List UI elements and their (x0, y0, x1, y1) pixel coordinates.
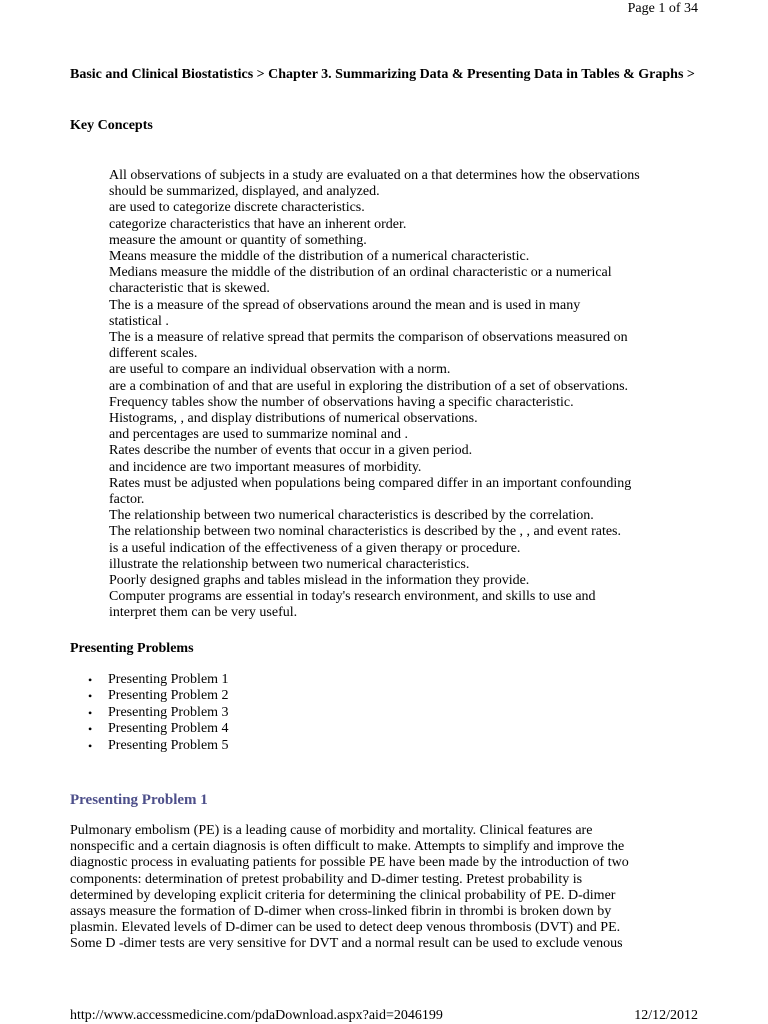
paragraph-line: Some D -dimer tests are very sensitive for DVT and a normal result can be used to exclude venous (70, 936, 623, 952)
footer-url: http://www.accessmedicine.com/pdaDownload.aspx?aid=2046199 (70, 1008, 443, 1023)
concept-line: are a combination of and that are useful in exploring the distribution of a set of observations. (109, 378, 629, 394)
presenting-problems-list (70, 672, 229, 754)
concept-line: interpret them can be very useful. (109, 605, 298, 621)
presenting-problem-1-text (70, 823, 696, 953)
concept-line: Rates must be adjusted when populations being compared differ in an important confounding (109, 475, 632, 491)
concept-line: characteristic that is skewed. (109, 281, 270, 297)
bullet-icon: • (88, 738, 93, 753)
concept-line: The relationship between two numerical characteristics is described by the correlation. (109, 508, 594, 524)
concept-line: Histograms, , and display distributions of numerical observations. (109, 411, 478, 427)
concept-line: and percentages are used to summarize nominal and . (109, 427, 408, 443)
concept-line: are useful to compare an individual observation with a norm. (109, 362, 451, 378)
breadcrumb: Basic and Clinical Biostatistics > Chapter 3. Summarizing Data & Presenting Data in Tables & Graphs > (70, 67, 695, 82)
bullet-icon: • (88, 705, 93, 720)
list-item[interactable] (70, 705, 229, 721)
key-concepts-list (109, 168, 709, 622)
concept-line: factor. (109, 492, 145, 508)
concept-line: categorize characteristics that have an inherent order. (109, 216, 407, 232)
concept-line: Means measure the middle of the distribution of a numerical characteristic. (109, 249, 530, 265)
paragraph-line: Pulmonary embolism (PE) is a leading cause of morbidity and mortality. Clinical features are (70, 823, 593, 838)
problem-link[interactable]: Presenting Problem 2 (108, 688, 229, 704)
list-item[interactable] (70, 738, 229, 754)
list-item[interactable] (70, 721, 229, 737)
concept-line: The relationship between two nominal characteristics is described by the , , and event rates. (109, 524, 621, 540)
concept-line: measure the amount or quantity of something. (109, 232, 367, 248)
problem-link[interactable]: Presenting Problem 3 (108, 704, 229, 720)
concept-line: illustrate the relationship between two numerical characteristics. (109, 556, 470, 572)
bullet-icon: • (88, 673, 93, 687)
problem-link[interactable]: Presenting Problem 4 (108, 721, 229, 737)
paragraph-line: components: determination of pretest probability and D-dimer testing. Pretest probability is (70, 871, 583, 887)
presenting-problem-1-title: Presenting Problem 1 (70, 792, 208, 808)
concept-line: is a useful indication of the effectiveness of a given therapy or procedure. (109, 540, 521, 556)
key-concepts-heading: Key Concepts (70, 118, 153, 133)
paragraph-line: determined by developing explicit criteria for determining the clinical probability of PE. D-dimer (70, 887, 616, 903)
concept-line: Rates describe the number of events that occur in a given period. (109, 443, 473, 459)
concept-line: Frequency tables show the number of observations having a specific characteristic. (109, 394, 574, 410)
concept-line: statistical . (109, 313, 169, 329)
concept-line: Computer programs are essential in today's research environment, and skills to use and (109, 589, 596, 605)
concept-line: are used to categorize discrete characteristics. (109, 200, 365, 216)
concept-line: Medians measure the middle of the distribution of an ordinal characteristic or a numerical (109, 265, 612, 281)
concept-line: The is a measure of relative spread that permits the comparison of observations measured on (109, 330, 628, 346)
problem-link[interactable]: Presenting Problem 1 (108, 672, 229, 687)
bullet-icon: • (88, 689, 93, 704)
presenting-problems-heading: Presenting Problems (70, 641, 194, 656)
paragraph-line: nonspecific and a certain diagnosis is often difficult to make. Attempts to simplify and improve the (70, 839, 625, 855)
paragraph-line: assays measure the formation of D-dimer when cross-linked fibrin in thrombi is broken down by (70, 904, 612, 920)
concept-line: should be summarized, displayed, and analyzed. (109, 184, 380, 200)
concept-line: different scales. (109, 346, 198, 362)
concept-line: All observations of subjects in a study are evaluated on a that determines how the observations (109, 168, 640, 183)
list-item[interactable] (70, 688, 229, 704)
paragraph-line: plasmin. Elevated levels of D-dimer can be used to detect deep venous thrombosis (DVT) and PE. (70, 920, 621, 936)
concept-line: Poorly designed graphs and tables mislead in the information they provide. (109, 573, 530, 589)
concept-line: The is a measure of the spread of observations around the mean and is used in many (109, 297, 581, 313)
page-number: Page 1 of 34 (627, 1, 698, 16)
paragraph-line: diagnostic process in evaluating patients for possible PE have been made by the introduction of two (70, 855, 629, 871)
concept-line: and incidence are two important measures of morbidity. (109, 459, 422, 475)
bullet-icon: • (88, 722, 93, 737)
problem-link[interactable]: Presenting Problem 5 (108, 737, 229, 753)
list-item[interactable] (70, 672, 229, 688)
footer-date: 12/12/2012 (634, 1008, 698, 1023)
